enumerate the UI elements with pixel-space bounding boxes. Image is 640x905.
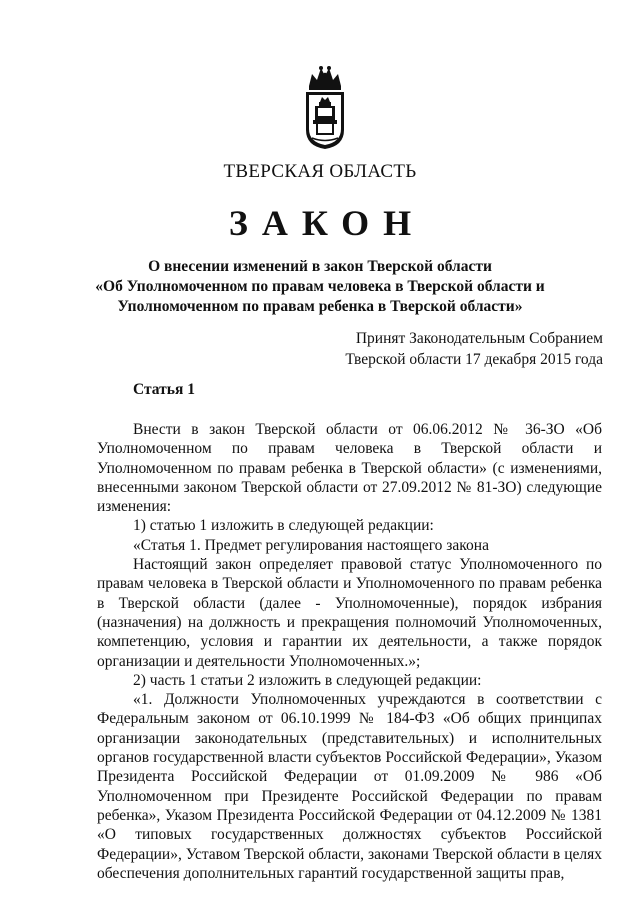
coat-of-arms-icon xyxy=(303,64,347,150)
article-paragraph: 1) статью 1 изложить в следующей редакции: xyxy=(133,517,434,535)
law-subject xyxy=(80,257,560,317)
article-paragraph: Внести в закон Тверской области от 06.06.2012 № 36-ЗО «Об Уполномоченном по правам человека в Тверской области и Уполномоченном по правам ребенка в Тверской области» (с изменениями, внесенными законом Тверской области от 27.09.2012 № 81-ЗО) следующие изменения: xyxy=(97,421,602,516)
article-paragraph: «Статья 1. Предмет регулирования настоящего закона xyxy=(133,536,489,554)
adoption-note xyxy=(345,328,603,370)
law-subject-line: Уполномоченном по правам ребенка в Тверской области» xyxy=(117,298,523,315)
article-body xyxy=(97,420,602,883)
law-subject-line: О внесении изменений в закон Тверской области xyxy=(148,258,492,275)
article-paragraph: Настоящий закон определяет правовой статус Уполномоченного по правам человека в Тверской области и Уполномоченного по правам ребенка в Тверской области (далее - Уполномоченные), порядок избрания (назначения) на должность и прекращения полномочий Уполномоченных, компетенцию, условия и гарантии их деятельности, а также порядок организации и деятельности Уполномоченных.»; xyxy=(97,556,602,670)
article-paragraph: «1. Должности Уполномоченных учреждаются в соответствии с Федеральным законом от 06.10.1999 № 184-ФЗ «Об общих принципах организации законодательных (представительных) и исполнительных органов государственной власти субъектов Российской Федерации», Указом Президента Российской Федерации от 01.09.2009 № 986 «Об Уполномоченном при Президенте Российской Федерации по правам ребенка», Указом Президента Российской Федерации от 04.12.2009 № 1381 «О типовых государственных должностях субъектов Российской Федерации», Уставом Тверской области, законами Тверской области в целях обеспечения дополнительных гарантий государственной защиты прав, xyxy=(97,691,602,882)
law-subject-line: «Об Уполномоченном по правам человека в Тверской области и xyxy=(95,278,545,295)
adoption-note-line: Принят Законодательным Собранием xyxy=(355,330,603,347)
adoption-note-line: Тверской области 17 декабря 2015 года xyxy=(345,351,603,368)
article-heading: Статья 1 xyxy=(133,381,195,398)
region-name: ТВЕРСКАЯ ОБЛАСТЬ xyxy=(223,161,417,182)
article-paragraph: 2) часть 1 статьи 2 изложить в следующей редакции: xyxy=(133,671,482,689)
document-type-title: ЗАКОН xyxy=(228,203,426,243)
